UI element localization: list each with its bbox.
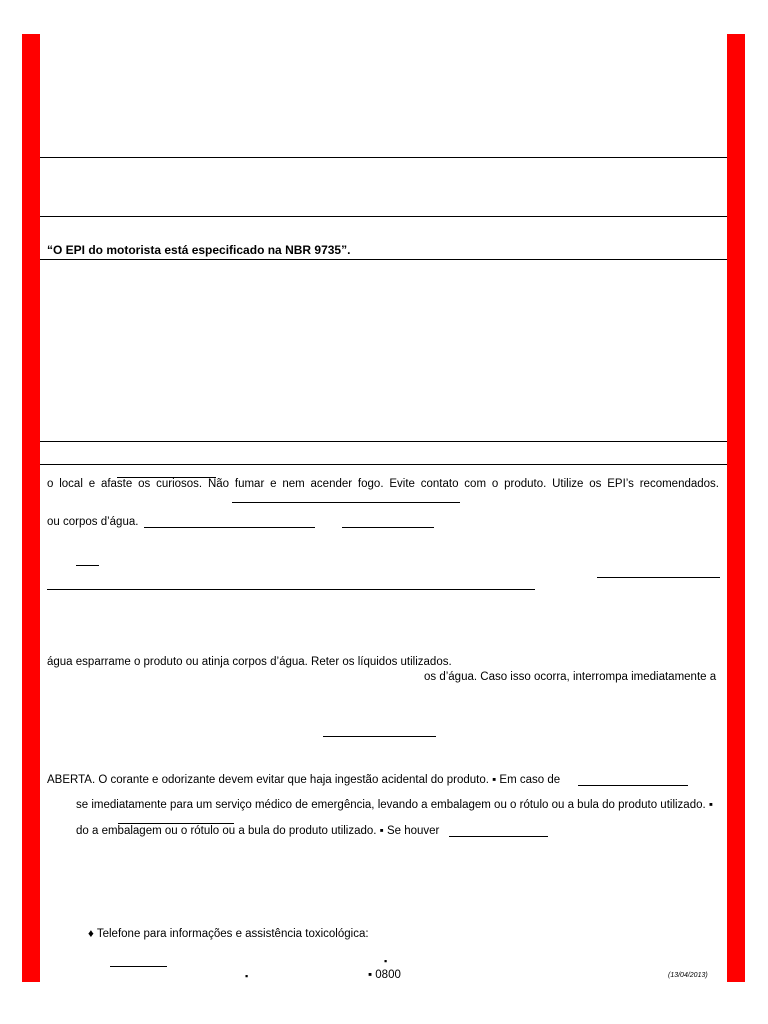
section-divider-2 — [40, 216, 727, 217]
text-line-5: ABERTA. O corante e odorizante devem evitar que haja ingestão acidental do produto. ▪ Em caso de — [47, 774, 561, 786]
text-line-7: do a embalagem ou o rótulo ou a bula do produto utilizado. ▪ Se houver — [76, 825, 440, 837]
text-line-1: o local e afaste os curiosos. Não fumar e nem acender fogo. Evite contato com o produto. Utilize os EPI’s recomendados. — [47, 478, 719, 490]
blank-line — [449, 836, 548, 837]
blank-line — [144, 527, 315, 528]
bullet-mark: ▪ — [245, 971, 249, 981]
epi-note: “O EPI do motorista está especificado na NBR 9735”. — [47, 243, 351, 257]
phone-number: ▪ 0800 — [368, 969, 401, 981]
document-date: (13/04/2013) — [668, 972, 708, 979]
right-red-border — [727, 34, 745, 982]
blank-line — [76, 565, 99, 566]
toxicology-phone-label: ♦ Telefone para informações e assistência toxicológica: — [88, 928, 369, 940]
blank-line — [597, 577, 720, 578]
text-line-3: água esparrame o produto ou atinja corpos d’água. Reter os líquidos utilizados. — [47, 656, 452, 668]
blank-line — [323, 736, 436, 737]
section-divider-3 — [40, 259, 727, 260]
section-divider-1 — [40, 157, 727, 158]
text-line-6: se imediatamente para um serviço médico de emergência, levando a embalagem ou o rótulo ou a bula do produto utilizado. ▪ — [76, 799, 713, 811]
blank-line — [342, 527, 434, 528]
section-divider-5 — [40, 464, 727, 465]
text-line-4: os d’água. Caso isso ocorra, interrompa imediatamente a — [424, 671, 717, 683]
section-divider-4 — [40, 441, 727, 442]
bullet-mark: ▪ — [384, 956, 388, 966]
blank-line — [232, 502, 460, 503]
blank-line — [578, 785, 688, 786]
text-line-2: ou corpos d’água. — [47, 516, 139, 528]
blank-line — [47, 589, 535, 590]
left-red-border — [22, 34, 40, 982]
blank-line — [110, 966, 167, 967]
